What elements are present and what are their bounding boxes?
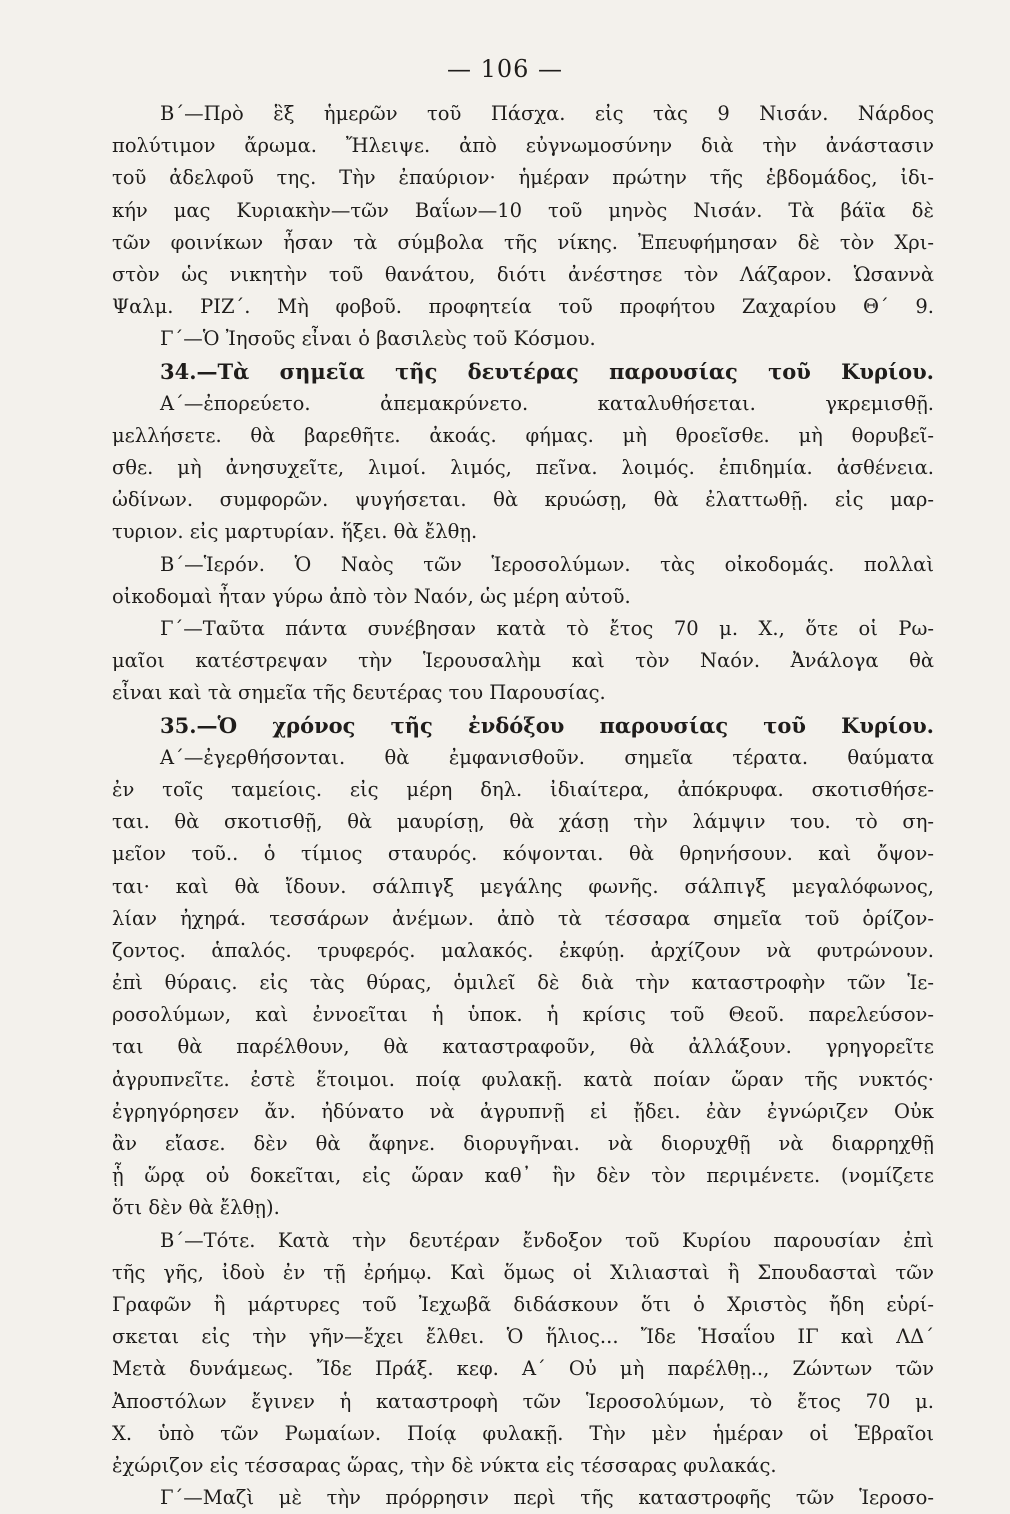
- text-line: Ψαλμ. ΡΙΖ΄. Μὴ φοβοῦ. προφητεία τοῦ προφήτου Ζαχαρίου Θ΄ 9.: [112, 295, 934, 319]
- text-line: λίαν ἠχηρά. τεσσάρων ἀνέμων. ἀπὸ τὰ τέσσαρα σημεῖα τοῦ ὁρίζον-: [112, 906, 934, 930]
- text-line: Γραφῶν ἢ μάρτυρες τοῦ Ἰεχωβᾶ διδάσκουν ὅτι ὁ Χριστὸς ἤδη εὑρί-: [112, 1292, 934, 1316]
- text-line: Γ΄—Ταῦτα πάντα συνέβησαν κατὰ τὸ ἔτος 70 μ. Χ., ὅτε οἱ Ρω-: [160, 617, 934, 640]
- text-line: σθε. μὴ ἀνησυχεῖτε, λιμοί. λιμός, πεῖνα. λοιμός. ἐπιδημία. ἀσθένεια.: [112, 456, 934, 480]
- text-line: ἀγρυπνεῖτε. ἐστὲ ἕτοιμοι. ποίᾳ φυλακῇ. κατὰ ποίαν ὥραν τῆς νυκτός·: [112, 1067, 934, 1091]
- page-text: [112, 98, 934, 1514]
- text-line: τῶν φοινίκων ἦσαν τὰ σύμβολα τῆς νίκης. Ἐπευφήμησαν δὲ τὸν Χρι-: [112, 230, 934, 254]
- text-line: ἐχώριζον εἰς τέσσαρας ὥρας, τὴν δὲ νύκτα εἰς τέσσαρας φυλακάς.: [112, 1453, 777, 1477]
- text-line: οἰκοδομαὶ ἦταν γύρω ἀπὸ τὸν Ναόν, ὡς μέρη αὐτοῦ.: [112, 584, 631, 608]
- text-line: εἶναι καὶ τὰ σημεῖα τῆς δευτέρας του Παρουσίας.: [112, 681, 606, 705]
- text-line: ἐν τοῖς ταμείοις. εἰς μέρη δηλ. ἰδιαίτερα, ἀπόκρυφα. σκοτισθήσε-: [112, 777, 934, 801]
- text-line: Μετὰ δυνάμεως. Ἴδε Πράξ. κεφ. Α΄ Οὐ μὴ παρέλθῃ.., Ζώντων τῶν: [112, 1357, 934, 1381]
- text-line: ται θὰ παρέλθουν, θὰ καταστραφοῦν, θὰ ἀλλάξουν. γρηγορεῖτε: [112, 1035, 934, 1059]
- text-line: Χ. ὑπὸ τῶν Ρωμαίων. Ποίᾳ φυλακῇ. Τὴν μὲν ἡμέραν οἱ Ἑβραῖοι: [112, 1421, 934, 1445]
- text-line: σκεται εἰς τὴν γῆν—ἔχει ἔλθει. Ὁ ἥλιος... Ἴδε Ἡσαΐου ΙΓ καὶ ΛΔ΄: [112, 1325, 934, 1349]
- text-line: μελλήσετε. θὰ βαρεθῆτε. ἀκοάς. φήμας. μὴ θροεῖσθε. μὴ θορυβεῖ-: [112, 423, 934, 447]
- page-number: — 106 —: [446, 55, 564, 83]
- text-line: Β΄—Τότε. Κατὰ τὴν δευτέραν ἔνδοξον τοῦ Κυρίου παρουσίαν ἐπὶ: [160, 1228, 934, 1252]
- text-line: Γ΄—Μαζὶ μὲ τὴν πρόρρησιν περὶ τῆς καταστροφῆς τῶν Ἱεροσο-: [160, 1486, 934, 1510]
- section-heading: 34.—Τὰ σημεῖα τῆς δευτέρας παρουσίας τοῦ Κυρίου.: [160, 358, 934, 384]
- text-line: ὠδίνων. συμφορῶν. ψυγήσεται. θὰ κρυώσῃ, θὰ ἐλαττωθῇ. εἰς μαρ-: [112, 488, 934, 512]
- text-line: Α΄—ἐγερθήσονται. θὰ ἐμφανισθοῦν. σημεῖα τέρατα. θαύματα: [160, 745, 934, 769]
- text-line: κήν μας Κυριακὴν—τῶν Βαΐων—10 τοῦ μηνὸς Νισάν. Τὰ βάϊα δὲ: [112, 198, 934, 222]
- text-line: ροσολύμων, καὶ ἐννοεῖται ἡ ὑποκ. ἡ κρίσις τοῦ Θεοῦ. παρελεύσον-: [112, 1003, 934, 1027]
- text-line: Β΄—Ἱερόν. Ὁ Ναὸς τῶν Ἱεροσολύμων. τὰς οἰκοδομάς. πολλαὶ: [160, 552, 934, 576]
- text-line: πολύτιμον ἄρωμα. Ἤλειψε. ἀπὸ εὐγνωμοσύνην διὰ τὴν ἀνάστασιν: [112, 134, 934, 158]
- text-line: ται. θὰ σκοτισθῇ, θὰ μαυρίσῃ, θὰ χάσῃ τὴν λάμψιν του. τὸ ση-: [112, 810, 934, 834]
- text-line: ται· καὶ θὰ ἴδουν. σάλπιγξ μεγάλης φωνῆς. σάλπιγξ μεγαλόφωνος,: [112, 874, 934, 898]
- text-line: στὸν ὡς νικητὴν τοῦ θανάτου, διότι ἀνέστησε τὸν Λάζαρον. Ὡσαννὰ: [112, 262, 934, 286]
- text-line: ζοντος. ἁπαλός. τρυφερός. μαλακός. ἐκφύῃ. ἀρχίζουν νὰ φυτρώνουν.: [112, 938, 934, 962]
- text-line: τῆς γῆς, ἰδοὺ ἐν τῇ ἐρήμῳ. Καὶ ὅμως οἱ Χιλιασταὶ ἢ Σπουδασταὶ τῶν: [112, 1260, 934, 1284]
- text-line: Ἀποστόλων ἔγινεν ἡ καταστροφὴ τῶν Ἱεροσολύμων, τὸ ἔτος 70 μ.: [112, 1389, 934, 1413]
- text-line: ὅτι δὲν θὰ ἔλθῃ).: [112, 1196, 280, 1220]
- text-line: Α΄—ἐπορεύετο. ἀπεμακρύνετο. καταλυθήσεται. γκρεμισθῇ.: [160, 391, 934, 415]
- text-line: ἐπὶ θύραις. εἰς τὰς θύρας, ὁμιλεῖ δὲ διὰ τὴν καταστροφὴν τῶν Ἱε-: [112, 971, 934, 995]
- section-heading: 35.—Ὁ χρόνος τῆς ἐνδόξου παρουσίας τοῦ Κυρίου.: [160, 712, 934, 738]
- text-line: τυριον. εἰς μαρτυρίαν. ἥξει. θὰ ἔλθῃ.: [112, 520, 478, 544]
- text-line: τοῦ ἀδελφοῦ της. Τὴν ἐπαύριον· ἡμέραν πρώτην τῆς ἑβδομάδος, ἰδι-: [112, 166, 934, 190]
- text-line: Γ΄—Ὁ Ἰησοῦς εἶναι ὁ βασιλεὺς τοῦ Κόσμου.: [160, 327, 596, 351]
- text-line: μεῖον τοῦ.. ὁ τίμιος σταυρός. κόψονται. θὰ θρηνήσουν. καὶ ὄψον-: [112, 842, 934, 866]
- text-line: ἐγρηγόρησεν ἄν. ἠδύνατο νὰ ἀγρυπνῇ εἰ ᾔδει. ἐὰν ἐγνώριζεν Οὐκ: [112, 1099, 934, 1123]
- text-line: Β΄—Πρὸ ἓξ ἡμερῶν τοῦ Πάσχα. εἰς τὰς 9 Νισάν. Νάρδος: [160, 102, 934, 125]
- text-line: μαῖοι κατέστρεψαν τὴν Ἱερουσαλὴμ καὶ τὸν Ναόν. Ἀνάλογα θὰ: [112, 649, 934, 673]
- text-line: ᾗ ὥρᾳ οὐ δοκεῖται, εἰς ὥραν καθ᾽ ἣν δὲν τὸν περιμένετε. (νομίζετε: [112, 1164, 934, 1188]
- text-line: ἂν εἴασε. δὲν θὰ ἄφηνε. διορυγῆναι. νὰ διορυχθῇ νὰ διαρρηχθῇ: [112, 1132, 934, 1155]
